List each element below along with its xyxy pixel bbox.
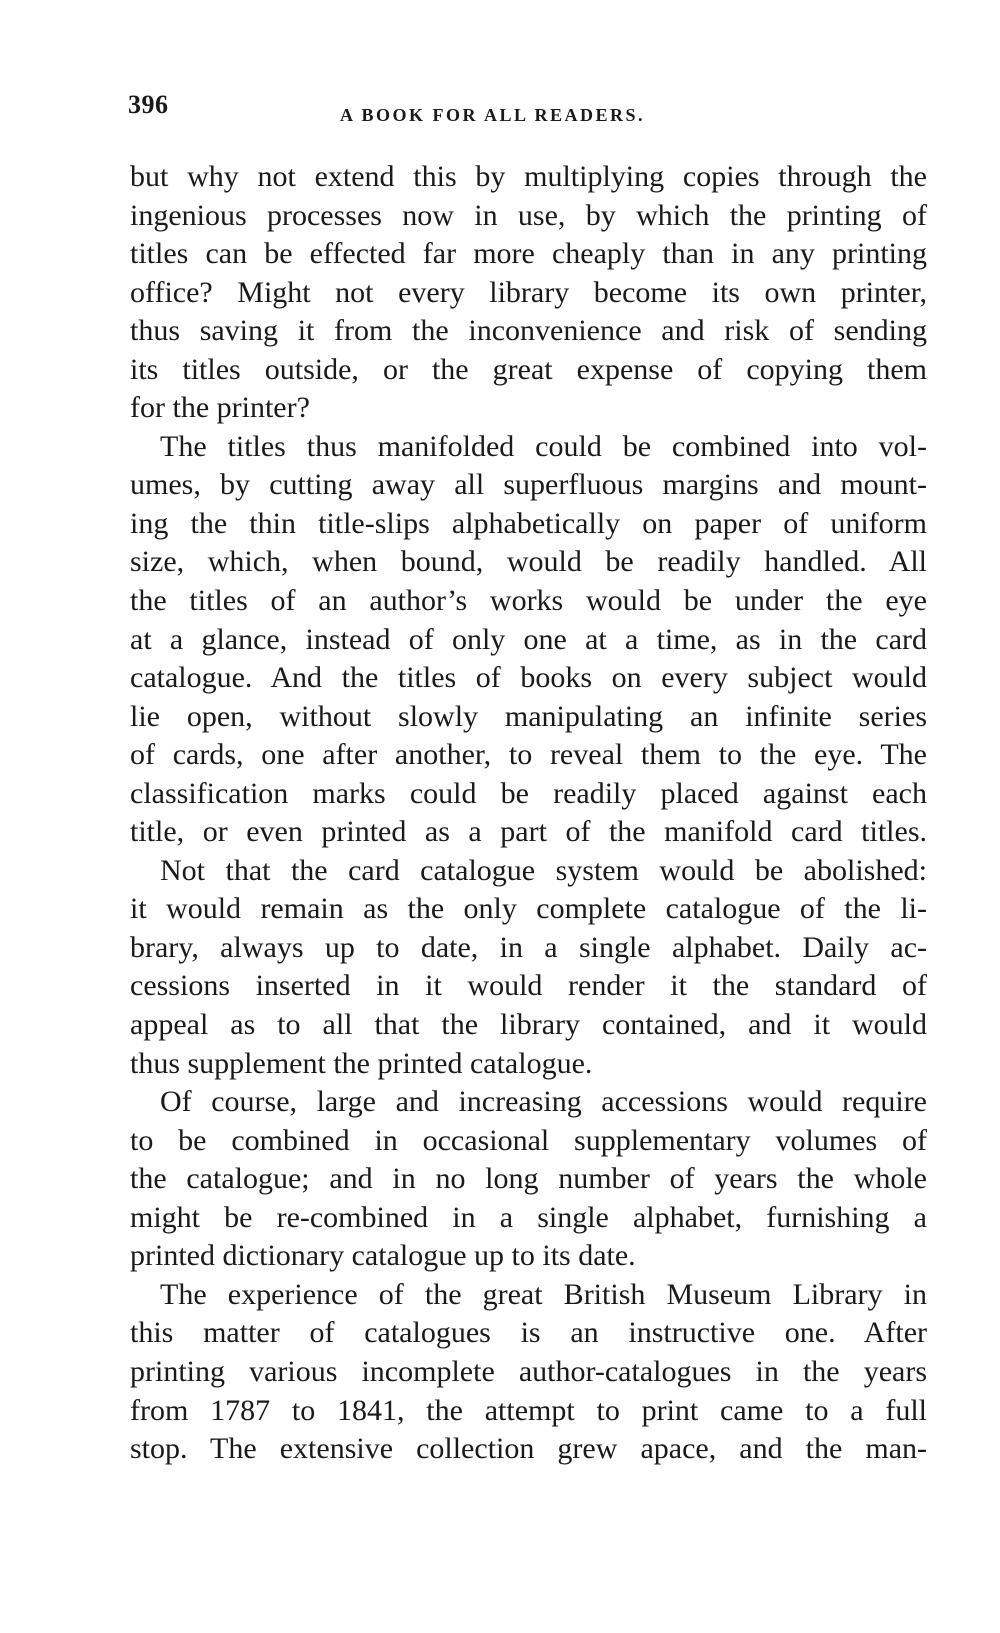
text-line: from 1787 to 1841, the attempt to print came to a full [130,1393,927,1427]
text-line: of cards, one after another, to reveal them to the eye. The [130,738,927,772]
text-line: stop. The extensive collection grew apace, and the man- [130,1432,927,1466]
text-line: Not that the card catalogue system would be abolished: [160,853,927,887]
text-line: office? Might not every library become its own printer, [130,275,927,309]
text-line: catalogue. And the titles of books on every subject would [130,661,927,695]
text-line: printed dictionary catalogue up to its date. [130,1239,636,1273]
text-line: cessions inserted in it would render it the standard of [130,969,927,1003]
text-line: at a glance, instead of only one at a time, as in the card [130,622,927,656]
page-number: 396 [128,90,169,119]
running-title: A BOOK FOR ALL READERS. [340,105,646,125]
text-line: The experience of the great British Museum Library in [160,1277,927,1311]
text-line: it would remain as the only complete catalogue of the li- [130,892,927,926]
text-line: thus saving it from the inconvenience and risk of sending [130,314,927,348]
text-line: size, which, when bound, would be readily handled. All [130,545,927,579]
text-line: the catalogue; and in no long number of years the whole [130,1162,927,1196]
text-line: lie open, without slowly manipulating an infinite series [130,699,927,733]
text-line: The titles thus manifolded could be combined into vol- [160,429,927,463]
text-line: but why not extend this by multiplying copies through the [130,160,927,193]
text-line: titles can be effected far more cheaply than in any printing [130,237,927,271]
text-line: the titles of an author’s works would be under the eye [130,584,927,618]
text-line: printing various incomplete author-catalogues in the years [130,1354,927,1388]
text-line: thus supplement the printed catalogue. [130,1046,593,1080]
text-line: for the printer? [130,391,310,425]
text-line: ing the thin title-slips alphabetically on paper of uniform [130,506,927,540]
body-text [130,158,927,1469]
text-line: might be re-combined in a single alphabet, furnishing a [130,1200,927,1234]
text-line: its titles outside, or the great expense of copying them [130,352,927,386]
text-line: brary, always up to date, in a single alphabet. Daily ac- [130,930,927,964]
text-line: classification marks could be readily placed against each [130,776,927,810]
text-line: Of course, large and increasing accessions would require [160,1085,927,1119]
text-line: to be combined in occasional supplementary volumes of [130,1123,927,1157]
text-line: umes, by cutting away all superfluous margins and mount- [130,468,927,502]
text-line: appeal as to all that the library contained, and it would [130,1008,927,1042]
text-line: ingenious processes now in use, by which the printing of [130,198,927,232]
text-line: title, or even printed as a part of the manifold card titles. [130,815,927,849]
text-line: this matter of catalogues is an instructive one. After [130,1316,927,1350]
